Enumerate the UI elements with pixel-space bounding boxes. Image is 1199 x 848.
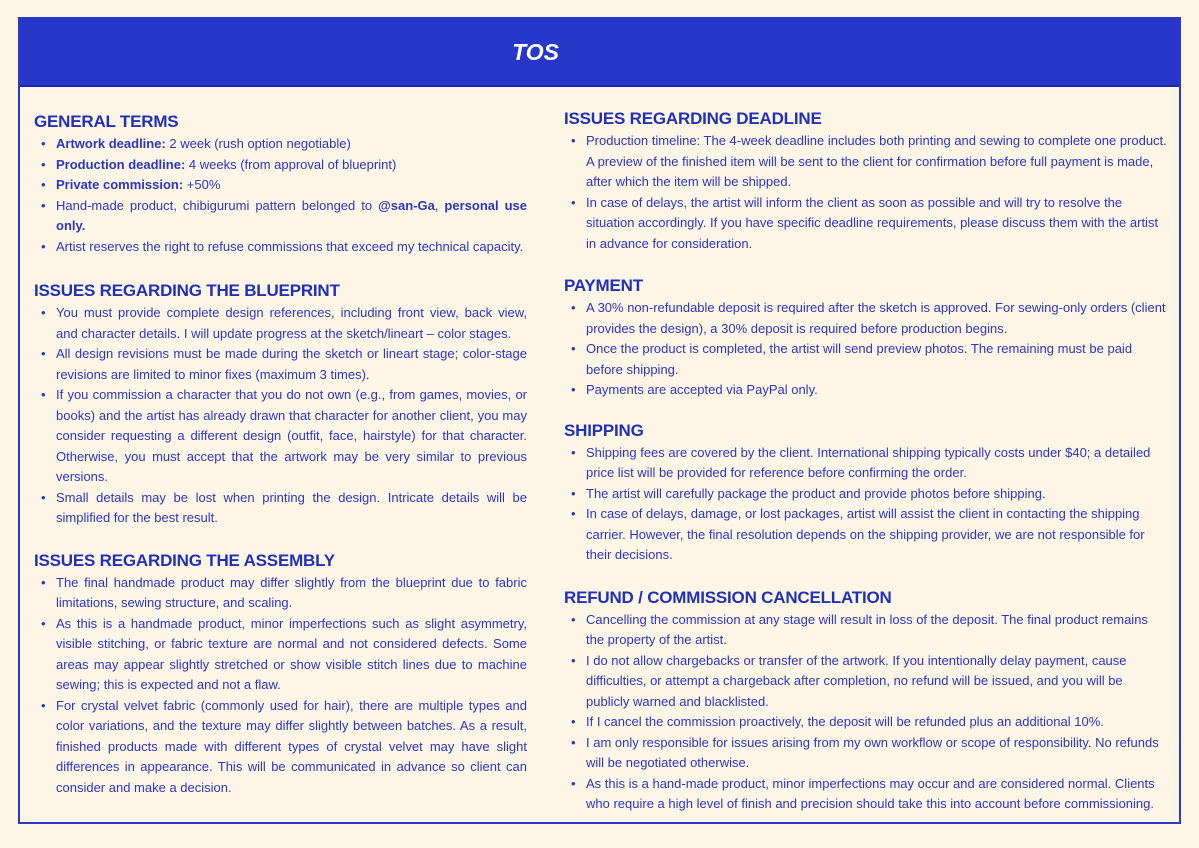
list-item: • Private commission: +50%	[56, 175, 527, 196]
list-item: • Production timeline: The 4-week deadline includes both printing and sewing to complete one product. A preview of the finished item will be sent to the client for confirmation before full payment is made, after which the item will be shipped.	[586, 131, 1168, 193]
list-item: • A 30% non-refundable deposit is required after the sketch is approved. For sewing-only orders (client provides the design), a 30% deposit is required before production begins.	[586, 298, 1168, 339]
list-item: • Artwork deadline: 2 week (rush option negotiable)	[56, 134, 527, 155]
right-column	[564, 110, 1168, 815]
section-heading: REFUND / COMMISSION CANCELLATION	[564, 587, 892, 607]
section-heading: SHIPPING	[564, 420, 644, 440]
section-blueprint	[34, 281, 527, 529]
section-heading: ISSUES REGARDING THE ASSEMBLY	[34, 550, 335, 570]
section-heading: ISSUES REGARDING THE BLUEPRINT	[34, 281, 340, 300]
list-item: • For crystal velvet fabric (commonly used for hair), there are multiple types and color variations, and the texture may differ slightly between batches. As a result, finished products made with different types of crystal velvet may have slight differences in appearance. This will be communicated in advance so client can consider and make a decision.	[56, 696, 527, 799]
section-assembly	[34, 551, 527, 799]
list-item: • The final handmade product may differ slightly from the blueprint due to fabric limitations, sewing structure, and scaling.	[56, 573, 527, 614]
tos-document	[18, 17, 1181, 824]
list-item: • I am only responsible for issues arising from my own workflow or scope of responsibility. No refunds will be negotiated otherwise.	[586, 733, 1168, 774]
list-item: • Shipping fees are covered by the client. International shipping typically costs under $40; a detailed price list will be provided for reference before confirming the order.	[586, 443, 1168, 484]
list-item: • Small details may be lost when printing the design. Intricate details will be simplified for the best result.	[56, 488, 527, 529]
section-heading: PAYMENT	[564, 276, 643, 295]
section-heading: GENERAL TERMS	[34, 112, 179, 131]
list-item: • In case of delays, damage, or lost packages, artist will assist the client in contacting the shipping carrier. However, the final resolution depends on the shipping provider, we are not responsible for their decisions.	[586, 504, 1168, 566]
list-item: • As this is a handmade product, minor imperfections such as slight asymmetry, visible stitching, or fabric texture are normal and not considered defects. Some areas may appear slightly stretched or show visible stitch lines due to machine sewing; this is expected and not a flaw.	[56, 614, 527, 696]
list-item: • Payments are accepted via PayPal only.	[586, 380, 1168, 401]
section-shipping	[564, 421, 1168, 566]
list-item: • You must provide complete design references, including front view, back view, and character details. I will update progress at the sketch/lineart – color stages.	[56, 303, 527, 344]
left-column	[34, 110, 527, 798]
section-payment	[564, 276, 1168, 401]
list-item: • I do not allow chargebacks or transfer of the artwork. If you intentionally delay payment, cause difficulties, or attempt a chargeback after completion, no refund will be issued, and you will be publicly warned and blacklisted.	[586, 651, 1168, 713]
list-item: • The artist will carefully package the product and provide photos before shipping.	[586, 484, 1168, 505]
list-item: • As this is a hand-made product, minor imperfections may occur and are considered normal. Clients who require a high level of finish and precision should take this into account before commissioning.	[586, 774, 1168, 815]
section-general-terms	[34, 112, 527, 257]
list-item: • Once the product is completed, the artist will send preview photos. The remaining must be paid before shipping.	[586, 339, 1168, 380]
list-item: • If you commission a character that you do not own (e.g., from games, movies, or books) and the artist has already drawn that character for another client, you may consider requesting a different design (outfit, face, hairstyle) for that character. Otherwise, you must accept that the artwork may be very similar to previous versions.	[56, 385, 527, 488]
list-item: • Production deadline: 4 weeks (from approval of blueprint)	[56, 155, 527, 176]
list-item: • In case of delays, the artist will inform the client as soon as possible and will try to resolve the situation accordingly. If you have specific deadline requirements, please discuss them with the artist in advance for consideration.	[586, 193, 1168, 255]
section-heading: ISSUES REGARDING DEADLINE	[564, 109, 822, 128]
section-deadline	[564, 109, 1168, 254]
list-item: • All design revisions must be made during the sketch or lineart stage; color-stage revisions are limited to minor fixes (maximum 3 times).	[56, 344, 527, 385]
header-bar	[20, 19, 1179, 87]
list-item: • Cancelling the commission at any stage will result in loss of the deposit. The final product remains the property of the artist.	[586, 610, 1168, 651]
section-refund	[564, 588, 1168, 815]
list-item: • If I cancel the commission proactively, the deposit will be refunded plus an additional 10%.	[586, 712, 1168, 733]
list-item: • Hand-made product, chibigurumi pattern belonged to @san-Ga, personal use only.	[56, 196, 527, 237]
page-title: TOS	[512, 39, 559, 65]
list-item: • Artist reserves the right to refuse commissions that exceed my technical capacity.	[56, 237, 527, 258]
